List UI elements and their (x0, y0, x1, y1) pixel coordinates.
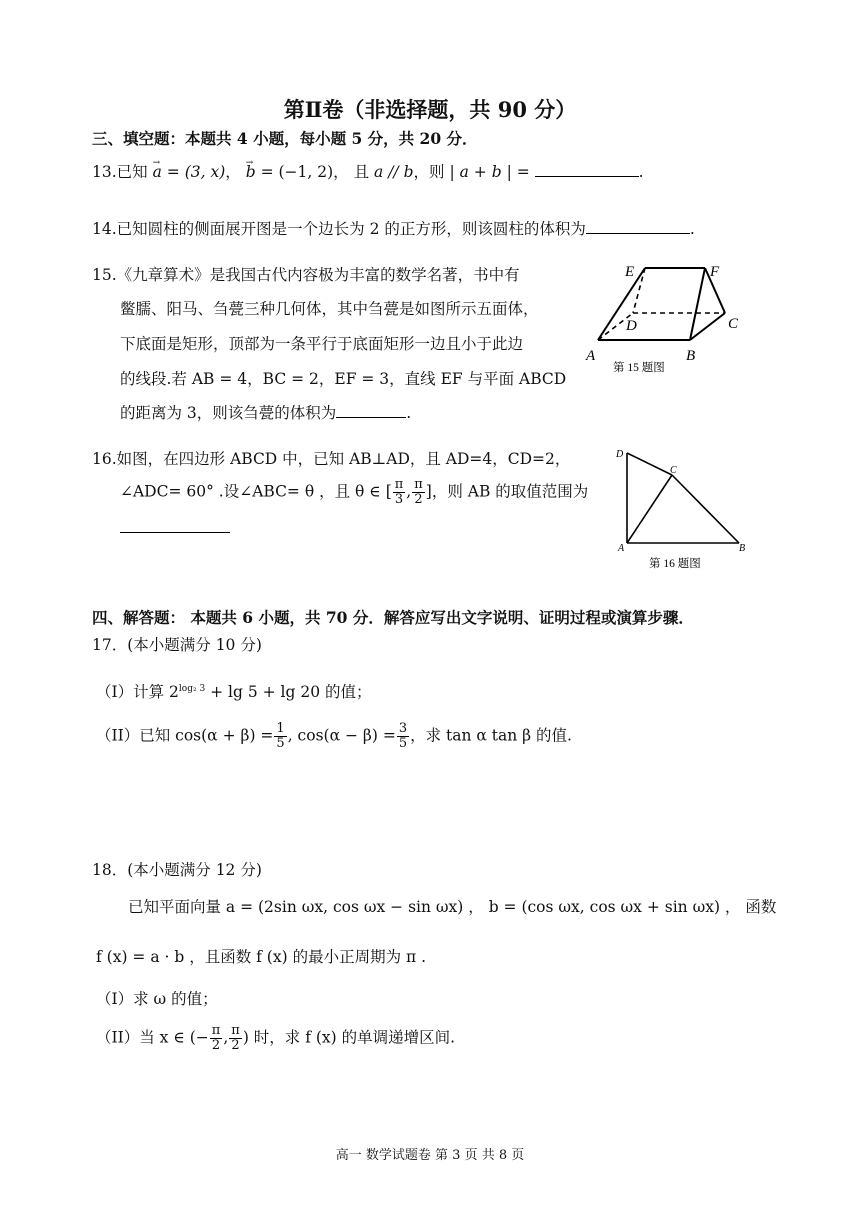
q15-answer-blank[interactable] (336, 401, 406, 418)
frac-den: 5 (398, 736, 408, 751)
q13-b-value: (−1, 2) (278, 163, 334, 181)
q18-line-1: 已知平面向量 a = (2sin ωx, cos ωx − sin ωx) ， b = (cos ωx, cos ωx + sin ωx) ， 函数 (128, 898, 777, 916)
q17-p2-start: （II）已知 cos(α + β) = (96, 726, 274, 745)
edge-ed-hidden (633, 268, 645, 313)
q13-condition: a // b (374, 163, 414, 181)
frac-den: 3 (394, 492, 404, 507)
q15-line-5 (120, 401, 411, 424)
q16-figure (612, 443, 762, 573)
q17-p2-mid: , cos(α − β) = (287, 726, 396, 745)
q15-line-1: 15.《九章算术》是我国古代内容极为丰富的数学名著，书中有 (92, 266, 520, 284)
q14-answer-blank[interactable] (586, 217, 690, 234)
q15-end: . (406, 404, 412, 422)
q13-answer-blank[interactable] (535, 160, 639, 177)
label-d: D (616, 449, 624, 460)
q13-then: 则 (429, 163, 445, 181)
q18-p2-start: （II）当 x ∈ (− (96, 1028, 209, 1047)
edge-dc (627, 453, 672, 475)
q16-line-1: 16.如图，在四边形 ABCD 中，已知 AB⊥AD，且 AD=4，CD=2， (92, 450, 571, 468)
frac-den: 2 (414, 492, 423, 507)
edge-ea (598, 268, 645, 340)
q13-pre: 已知 (116, 163, 148, 181)
q16-caption: 第 16 题图 (649, 558, 701, 570)
label-a: A (618, 543, 625, 554)
fraction-pi-over-2-a (210, 1024, 223, 1053)
q13-mid: 且 (353, 163, 370, 181)
q13-ask: | a + b | = (449, 163, 530, 181)
fraction-pi-over-3 (393, 478, 406, 507)
section-4-heading: 四、解答题： 本题共 6 小题，共 70 分．解答应写出文字说明、证明过程或演算步骤． (92, 608, 694, 627)
frac-num: π (231, 1023, 240, 1038)
edge-cb (672, 475, 739, 543)
q16-line-2: ∠ADC= 60° .设∠ABC= θ ，且 θ ∈ [ $\frac{\pi}{3}$ , $\frac{\pi}{2}$ ]，则 AB 的取值范围为 (120, 477, 589, 507)
q17-p1-end: + lg 5 + lg 20 的值； (205, 683, 372, 702)
q13-a-value: (3, x) (184, 163, 226, 181)
q13-end: . (638, 163, 644, 181)
q15-line-5-text: 的距离为 3，则该刍甍的体积为 (120, 404, 337, 422)
label-b: B (686, 348, 696, 364)
edge-ac (627, 475, 672, 543)
q18-p2-end: ) 时，求 f (x) 的单调递增区间. (242, 1028, 456, 1047)
frac-num: π (211, 1023, 221, 1038)
section-3-heading: 三、填空题：本题共 4 小题，每小题 5 分，共 20 分． (92, 129, 478, 148)
page-title: 第Ⅱ卷（非选择题，共 90 分） (283, 97, 577, 122)
q17-p2-end: ，求 tan α tan β 的值. (410, 726, 572, 745)
q15-line-2: 鳖臑、阳马、刍甍三种几何体，其中刍甍是如图所示五面体， (120, 300, 539, 318)
q14-end: . (689, 220, 695, 238)
frac-den: 2 (231, 1038, 240, 1053)
q16-answer-blank[interactable] (120, 532, 230, 533)
q17-part-1 (96, 678, 372, 703)
q15-caption: 第 15 题图 (613, 362, 665, 374)
frac-num: 1 (276, 721, 285, 736)
page-footer: 高一 数学试题卷 第 3 页 共 8 页 (335, 1148, 525, 1163)
q14-text: 14.已知圆柱的侧面展开图是一个边长为 2 的正方形，则该圆柱的体积为 (92, 220, 586, 238)
fraction-1-over-5 (274, 722, 286, 751)
fraction-3-over-5 (397, 722, 409, 751)
q17-heading: 17．(本小题满分 10 分) (92, 636, 262, 654)
q18-part-2: （II）当 x ∈ (− $\frac{\pi}{2}$ , $\frac{\pi}{2}$ ) 时，求 f (x) 的单调递增区间. (96, 1023, 456, 1053)
label-d: D (626, 318, 637, 334)
vector-b-symbol: → b (246, 163, 256, 181)
label-e: E (625, 264, 635, 280)
label-f: F (710, 264, 720, 280)
q18-line-2: f (x) = a · b ，且函数 f (x) 的最小正周期为 π . (96, 948, 427, 966)
frac-num: π (414, 477, 423, 492)
question-13: 13.已知 → a = (3, x)， → b = (−1, 2)， 且 a // b，则 | a + b | = . (92, 160, 644, 183)
q15-line-3: 下底面是矩形，顶部为一条平行于底面矩形一边且小于此边 (120, 335, 524, 353)
question-14 (92, 217, 695, 240)
q18-part-1: （I）求 ω 的值； (96, 990, 218, 1008)
vector-a-symbol: → a (153, 163, 162, 181)
frac-den: 5 (276, 736, 285, 751)
q16-line-2-end: ]，则 AB 的取值范围为 (425, 482, 589, 501)
frac-den: 2 (211, 1038, 221, 1053)
q17-p1-start: （I）计算 2 (96, 683, 179, 702)
label-a: A (586, 348, 596, 364)
q15-figure (580, 258, 750, 378)
q13-number: 13. (92, 163, 117, 181)
label-b: B (739, 543, 746, 554)
label-c: C (670, 465, 677, 476)
fraction-pi-over-2-b (229, 1024, 242, 1053)
frac-num: π (394, 477, 404, 492)
frac-num: 3 (398, 721, 408, 736)
q16-line-2-start: ∠ADC= 60° .设∠ABC= θ ，且 θ ∈ [ (120, 482, 392, 501)
q18-heading: 18．(本小题满分 12 分) (92, 861, 262, 879)
q15-line-4: 的线段.若 AB = 4，BC = 2，EF = 3，直线 EF 与平面 ABCD (120, 370, 567, 388)
fraction-pi-over-2 (412, 478, 425, 507)
q17-p1-exponent: log₂ 3 (178, 684, 206, 694)
q17-part-2 (96, 722, 572, 751)
label-c: C (728, 316, 739, 332)
